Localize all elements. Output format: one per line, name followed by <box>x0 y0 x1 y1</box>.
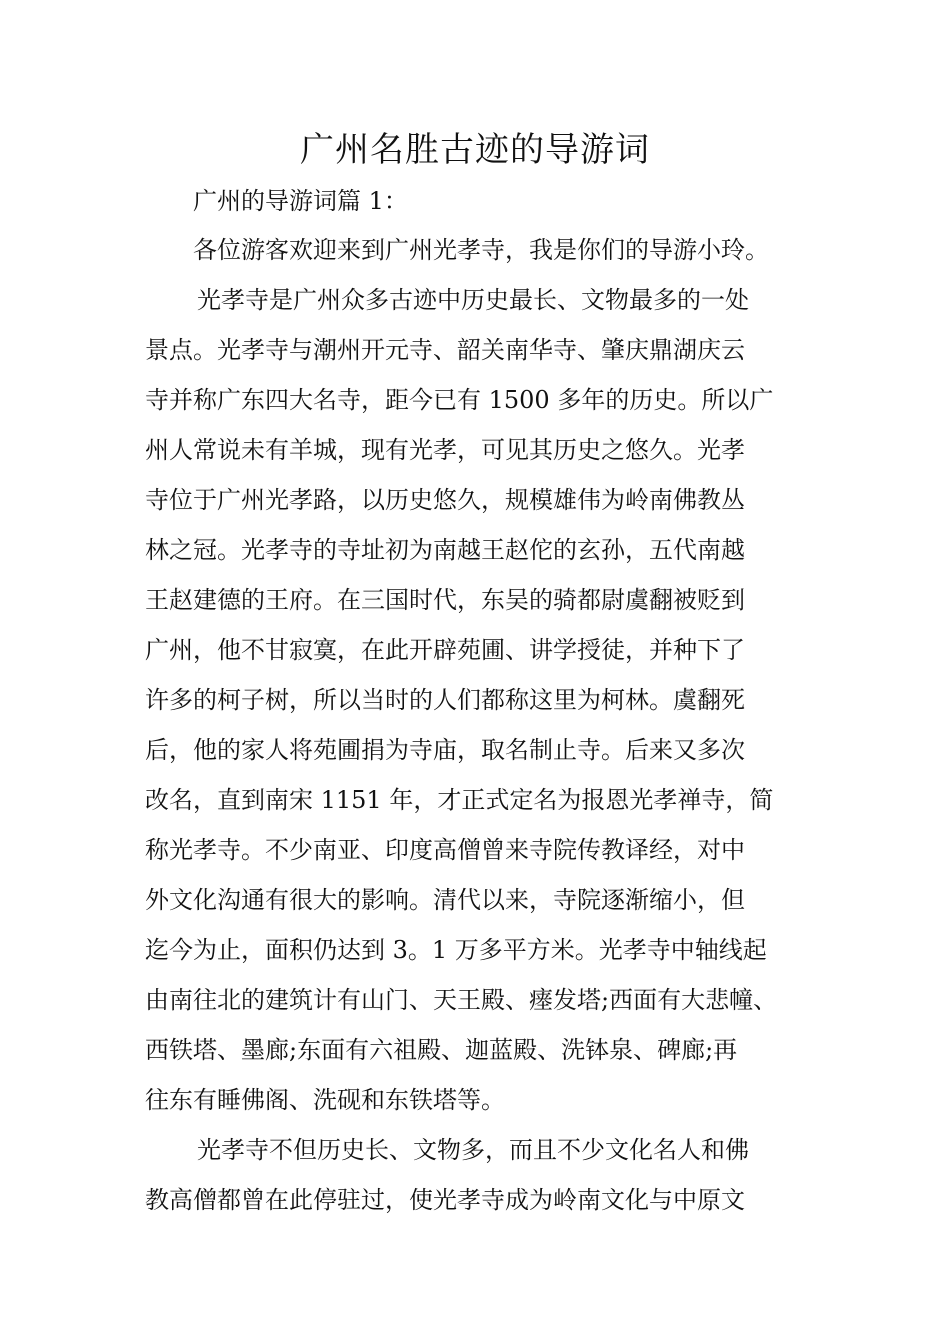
paragraph-line: 往东有睡佛阁、洗砚和东铁塔等。 <box>145 1086 505 1114</box>
section-heading: 广州的导游词篇 1： <box>193 187 408 215</box>
paragraph-line: 许多的柯子树，所以当时的人们都称这里为柯林。虞翻死 <box>145 686 745 714</box>
paragraph-line: 广州，他不甘寂寞，在此开辟苑圃、讲学授徒，并种下了 <box>145 636 745 664</box>
paragraph-line: 后，他的家人将苑圃捐为寺庙，取名制止寺。后来又多次 <box>145 736 745 764</box>
paragraph-line: 迄今为止，面积仍达到 3。1 万多平方米。光孝寺中轴线起 <box>145 936 767 964</box>
paragraph-line: 西铁塔、墨廊;东面有六祖殿、迦蓝殿、洗钵泉、碑廊;再 <box>145 1036 738 1064</box>
paragraph-line: 林之冠。光孝寺的寺址初为南越王赵佗的玄孙，五代南越 <box>145 536 745 564</box>
paragraph-line: 寺位于广州光孝路，以历史悠久，规模雄伟为岭南佛教丛 <box>145 486 745 514</box>
greeting-line: 各位游客欢迎来到广州光孝寺，我是你们的导游小玲。 <box>193 236 769 264</box>
paragraph-line: 州人常说未有羊城，现有光孝，可见其历史之悠久。光孝 <box>145 436 745 464</box>
paragraph-line: 寺并称广东四大名寺，距今已有 1500 多年的历史。所以广 <box>145 386 774 414</box>
paragraph-line: 外文化沟通有很大的影响。清代以来，寺院逐渐缩小，但 <box>145 886 745 914</box>
paragraph-line: 教高僧都曾在此停驻过，使光孝寺成为岭南文化与中原文 <box>145 1186 745 1214</box>
paragraph-line: 景点。光孝寺与潮州开元寺、韶关南华寺、肇庆鼎湖庆云 <box>145 336 745 364</box>
paragraph-line: 由南往北的建筑计有山门、天王殿、瘗发塔;西面有大悲幢、 <box>145 986 778 1014</box>
paragraph-line: 改名，直到南宋 1151 年，才正式定名为报恩光孝禅寺，简 <box>145 786 774 814</box>
paragraph-line: 光孝寺不但历史长、文物多，而且不少文化名人和佛 <box>197 1136 749 1164</box>
document-title: 广州名胜古迹的导游词 <box>300 130 650 170</box>
paragraph-line: 光孝寺是广州众多古迹中历史最长、文物最多的一处 <box>197 286 749 314</box>
paragraph-line: 王赵建德的王府。在三国时代，东吴的骑都尉虞翻被贬到 <box>145 586 745 614</box>
paragraph-line: 称光孝寺。不少南亚、印度高僧曾来寺院传教译经，对中 <box>145 836 745 864</box>
